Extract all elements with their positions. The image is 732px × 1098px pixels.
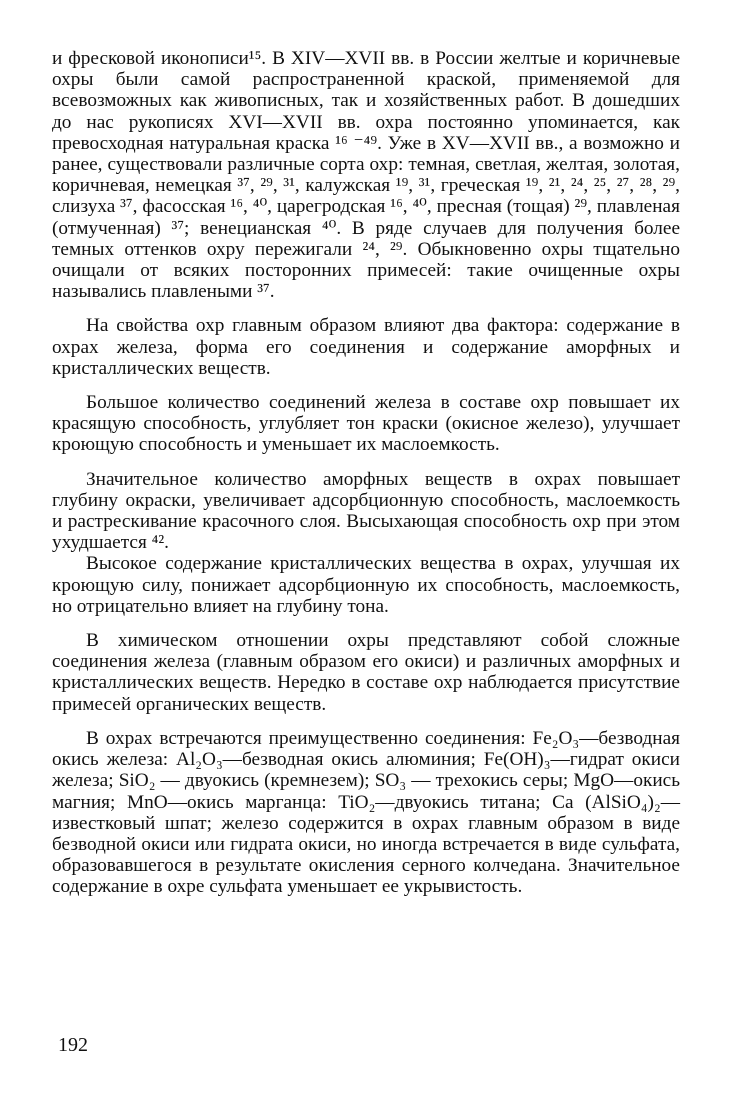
paragraph-6: В химическом отношении охры представляют собой сложные соединения железа (главным образом его окиси) и различных аморфных и кристаллических веществ. Нередко в составе охр наблюдается присутствие примесей органических веществ. bbox=[52, 630, 680, 715]
page-text-body bbox=[52, 48, 680, 898]
paragraph-2: На свойства охр главным образом влияют два фактора: содержание в охрах железа, форма его соединения и содержание аморфных и кристаллических веществ. bbox=[52, 315, 680, 379]
paragraph-4: Значительное количество аморфных веществ в охрах повышает глубину окраски, увеличивает адсорбционную способность, маслоемкость и растрескивание красочного слоя. Высыхающая способность охр при этом ухудшается ⁴². bbox=[52, 468, 680, 554]
page-number: 192 bbox=[58, 1034, 88, 1056]
paragraph-3: Большое количество соединений железа в составе охр повышает их красящую способность, углубляет тон краски (окисное железо), улучшает кроющую способность и уменьшает их маслоемкость. bbox=[52, 392, 680, 456]
paragraph-5: Высокое содержание кристаллических вещества в охрах, улучшая их кроющую силу, понижает адсорбционную их способность, маслоемкость, но отрицательно влияет на глубину тона. bbox=[52, 553, 680, 617]
paragraph-7: В охрах встречаются преимущественно соединения: Fe₂O₃—безводная окись железа: Al₂O₃—безводная окись алюминия; Fe(OH)₃—гидрат окиси железа; SiO₂ — двуокись (кремнезем); SO₃ — трехокись серы; MgO—окись магния; MnO—окись марганца: TiO₂—двуокись титана; Ca (AlSiO₄)₂— известковый шпат; железо содержится в охрах главным образом в виде безводной окиси или гидрата окиси, но иногда встречается в виде сульфата, образовавшегося в результате окисления серного колчедана. Значительное содержание в охре сульфата уменьшает ее укрывистость. bbox=[52, 727, 680, 898]
paragraph-1: и фресковой иконописи¹⁵. В XIV—XVII вв. в России желтые и коричневые охры были самой распространенной краской, применяемой для всевозможных как живописных, так и хозяйственных работ. В дошедших до нас рукописях XVI—XVII вв. охра постоянно упоминается, как превосходная натуральная краска ¹⁶ ⁻⁴⁹. Уже в XV—XVII вв., а возможно и ранее, существовали различные сорта охр: темная, светлая, желтая, золотая, коричневая, немецкая ³⁷, ²⁹, ³¹, калужская ¹⁹, ³¹, греческая ¹⁹, ²¹, ²⁴, ²⁵, ²⁷, ²⁸, ²⁹, слизуха ³⁷, фасосская ¹⁶, ⁴⁰, царегродская ¹⁶, ⁴⁰, пресная (тощая) ²⁹, плавленая (отмученная) ³⁷; венецианская ⁴⁰. В ряде случаев для получения более темных оттенков охру пережигали ²⁴, ²⁹. Обыкновенно охры тщательно очищали от всяких посторонних примесей: такие очищенные охры назывались плавлеными ³⁷. bbox=[52, 48, 680, 303]
